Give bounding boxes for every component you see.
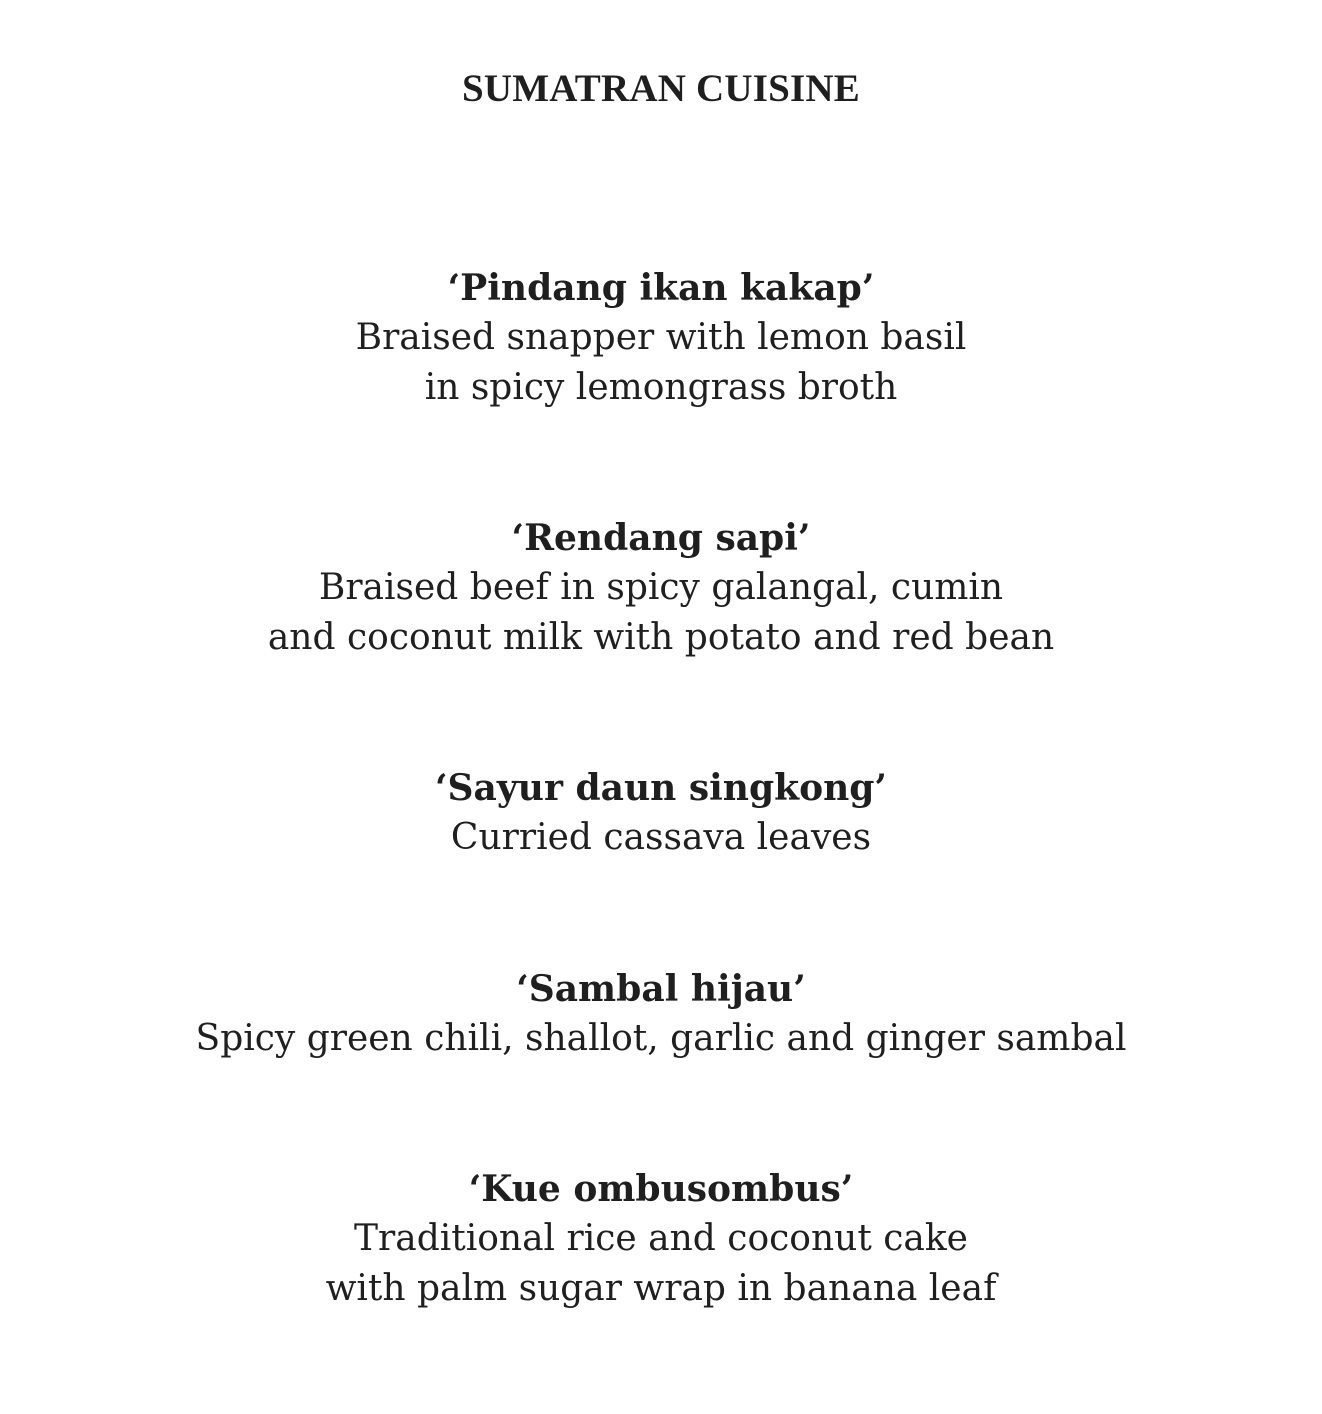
dish-name: ‘Pindang ikan kakap’ [447, 267, 875, 309]
dish-item [0, 513, 1322, 663]
dish-name: ‘Sayur daun singkong’ [435, 767, 887, 809]
dish-description-line: Braised snapper with lemon basil [355, 317, 967, 358]
dish-name: ‘Rendang sapi’ [511, 517, 811, 559]
dish-description-line: Spicy green chili, shallot, garlic and ginger sambal [195, 1018, 1127, 1059]
dish-name: ‘Kue ombusombus’ [468, 1168, 854, 1210]
dish-name: ‘Sambal hijau’ [516, 968, 806, 1010]
dish-description-line: in spicy lemongrass broth [424, 367, 898, 408]
dish-description-line: Traditional rice and coconut cake [354, 1218, 968, 1259]
dish-item [0, 263, 1322, 413]
dish-item [0, 763, 1322, 863]
dish-description-line: and coconut milk with potato and red bean [267, 617, 1055, 658]
dish-item [0, 1164, 1322, 1314]
dish-description-line: with palm sugar wrap in banana leaf [325, 1268, 997, 1309]
dish-description-line: Curried cassava leaves [450, 817, 872, 858]
dish-item [0, 964, 1322, 1064]
menu-title: SUMATRAN CUISINE [462, 67, 860, 110]
dish-description-line: Braised beef in spicy galangal, cumin [318, 567, 1004, 608]
